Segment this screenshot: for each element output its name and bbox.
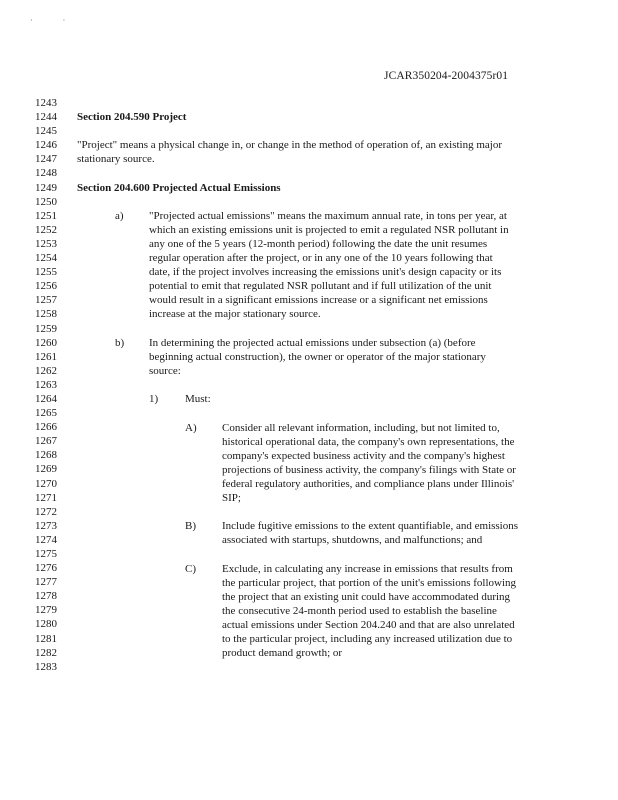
paragraph-1-label: 1) xyxy=(149,393,159,406)
line-number: 1270 xyxy=(35,477,57,490)
line-number: 1253 xyxy=(35,237,57,250)
subsection-a-line: which an existing emissions unit is projected to emit a regulated NSR pollutant in xyxy=(149,223,509,236)
line-number: 1255 xyxy=(35,266,57,279)
item-C-line: product demand growth; or xyxy=(222,647,343,660)
item-C-line: actual emissions under Section 204.240 and that are also unrelated xyxy=(222,618,515,631)
line-number: 1264 xyxy=(35,392,57,405)
subsection-a-line: any one of the 5 years (12-month period) following the date the unit resumes xyxy=(149,237,488,250)
line-number: 1256 xyxy=(35,280,57,293)
item-A-line: SIP; xyxy=(222,492,241,505)
line-number: 1263 xyxy=(35,378,57,391)
line-number: 1246 xyxy=(35,139,57,152)
item-A-line: historical operational data, the company's own representations, the xyxy=(222,435,515,448)
item-C-line: the particular project, that portion of the unit's emissions following xyxy=(222,576,517,589)
line-number: 1282 xyxy=(35,646,57,659)
line-number: 1268 xyxy=(35,449,57,462)
item-A-line: federal regulatory authorities, and compliance plans under Illinois' xyxy=(222,477,515,490)
subsection-b-line: In determining the projected actual emissions under subsection (a) (before xyxy=(149,337,476,349)
line-number: 1280 xyxy=(35,618,57,631)
item-C-line: to the particular project, including any increased utilization due to xyxy=(222,633,513,646)
line-number: 1266 xyxy=(35,421,57,434)
subsection-a-line: increase at the major stationary source. xyxy=(149,308,321,321)
subsection-a-label: a) xyxy=(115,209,124,222)
line-number: 1252 xyxy=(35,223,57,236)
line-number: 1251 xyxy=(35,209,57,222)
item-C-line: the consecutive 24-month period used to establish the baseline xyxy=(222,604,497,617)
line-number: 1273 xyxy=(35,519,57,532)
subsection-b-text xyxy=(149,336,486,378)
line-number: 1267 xyxy=(35,435,57,448)
section-590-body-line-2: stationary source. xyxy=(77,153,155,166)
line-number: 1274 xyxy=(35,533,57,546)
line-number: 1261 xyxy=(35,350,57,363)
item-C-text xyxy=(222,562,516,661)
line-number-gutter xyxy=(35,96,69,674)
subsection-a-line: date, if the project involves increasing the emissions unit's design capacity or its xyxy=(149,266,502,279)
line-number: 1248 xyxy=(35,167,57,180)
item-A-text xyxy=(222,421,516,506)
document-id: JCAR350204-2004375r01 xyxy=(384,70,509,82)
section-590-body-line-1: "Project" means a physical change in, or change in the method of operation of, an existing major xyxy=(77,139,503,152)
section-590-heading: Section 204.590 Project xyxy=(77,111,187,124)
line-number: 1283 xyxy=(35,660,57,673)
line-number: 1245 xyxy=(35,125,57,138)
item-B-line: Include fugitive emissions to the extent quantifiable, and emissions xyxy=(222,520,519,533)
item-B-text xyxy=(222,519,518,547)
subsection-b-line: source: xyxy=(149,365,181,378)
line-number: 1272 xyxy=(35,505,57,518)
line-number: 1275 xyxy=(35,548,57,560)
line-number: 1259 xyxy=(35,322,57,335)
line-number: 1247 xyxy=(35,153,57,166)
line-number: 1243 xyxy=(35,97,57,109)
item-C-line: the project that an existing unit could have accommodated during xyxy=(222,590,511,603)
item-A-line: company's expected business activity and the company's highest xyxy=(222,449,505,462)
item-A-line: projections of business activity, the company's filings with State or xyxy=(222,463,516,476)
subsection-a-text xyxy=(149,209,509,322)
line-number: 1277 xyxy=(35,576,57,589)
line-number: 1258 xyxy=(35,308,57,321)
item-C-line: Exclude, in calculating any increase in emissions that results from xyxy=(222,562,513,575)
line-number: 1278 xyxy=(35,590,57,603)
subsection-a-line: potential to emit that regulated NSR pollutant and if full utilization of the unit xyxy=(149,280,492,293)
item-A-line: Consider all relevant information, including, but not limited to, xyxy=(222,421,500,434)
section-600-heading: Section 204.600 Projected Actual Emissions xyxy=(77,181,281,194)
line-number: 1271 xyxy=(35,491,57,504)
subsection-a-line: regular operation after the project, or in any one of the 10 years following that xyxy=(149,252,493,265)
line-number: 1254 xyxy=(35,252,57,265)
subsection-a-line: would result in a significant emissions increase or a significant net emissions xyxy=(149,294,488,307)
item-B-label: B) xyxy=(185,520,196,533)
item-B-line: associated with startups, shutdowns, and malfunctions; and xyxy=(222,534,483,547)
line-number: 1260 xyxy=(35,336,57,349)
scan-specks: · · xyxy=(30,16,80,25)
line-number: 1250 xyxy=(35,195,57,208)
paragraph-1-text: Must: xyxy=(185,393,211,406)
line-number: 1276 xyxy=(35,562,57,575)
line-number: 1244 xyxy=(35,111,57,124)
line-number: 1281 xyxy=(35,632,57,645)
line-number: 1269 xyxy=(35,463,57,476)
subsection-a-line: "Projected actual emissions" means the maximum annual rate, in tons per year, at xyxy=(149,209,507,222)
item-A-label: A) xyxy=(185,421,197,434)
line-number: 1262 xyxy=(35,364,57,377)
subsection-b-line: beginning actual construction), the owner or operator of the major stationary xyxy=(149,351,486,364)
line-number: 1257 xyxy=(35,294,57,307)
line-number: 1265 xyxy=(35,407,57,420)
line-number: 1279 xyxy=(35,604,57,617)
subsection-b-label: b) xyxy=(115,337,125,349)
line-number: 1249 xyxy=(35,181,57,194)
item-C-label: C) xyxy=(185,562,196,575)
